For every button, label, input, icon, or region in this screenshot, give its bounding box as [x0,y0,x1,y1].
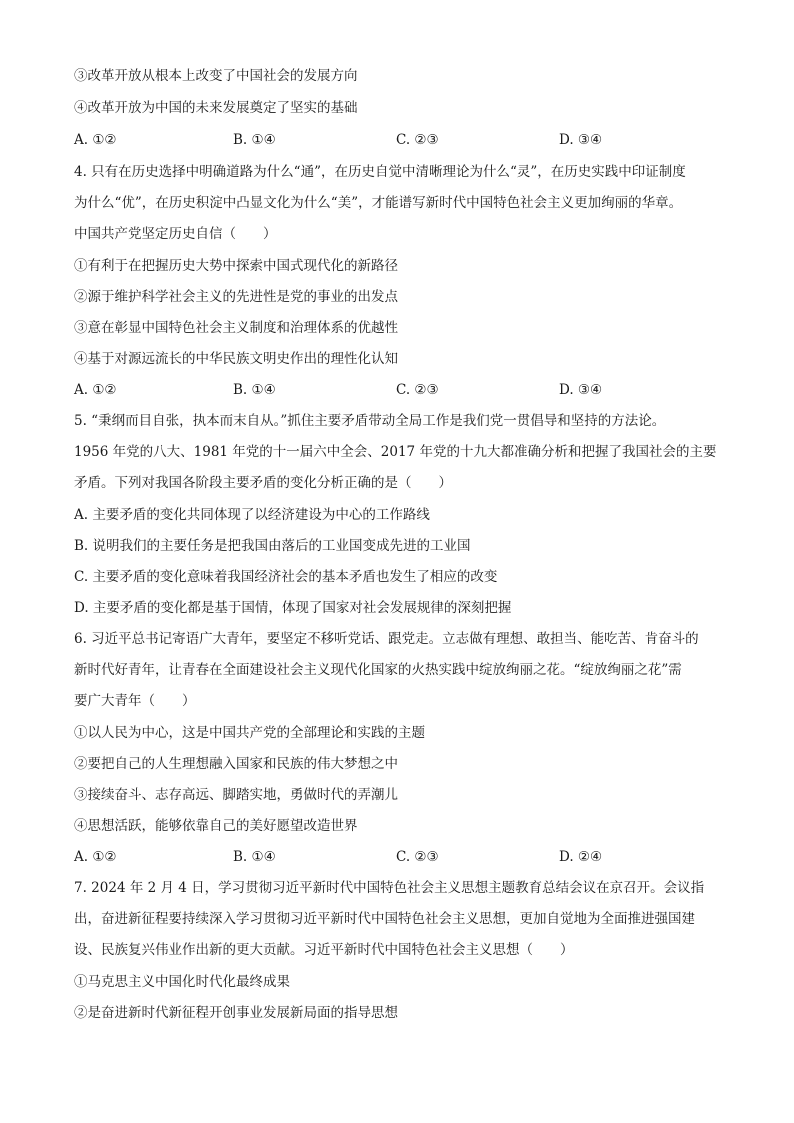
q3-statement-3: ③改革开放从根本上改变了中国社会的发展方向 [74,68,358,84]
q3-option-b[interactable]: B. ①④ [233,132,276,148]
q3-options [74,130,734,150]
q4-options [74,380,734,400]
q7-stem-line-3: 设、民族复兴伟业作出新的更大贡献。习近平新时代中国特色社会主义思想（ ） [74,942,574,958]
q3-option-c[interactable]: C. ②③ [396,132,439,148]
q5-stem-line-2: 1956 年党的八大、1981 年党的十一届六中全会、2017 年党的十九大都准确分析和把握了我国社会的主要 [74,444,717,460]
q4-statement-1: ①有利于在把握历史大势中探索中国式现代化的新路径 [74,258,398,274]
q5-option-a[interactable]: A. 主要矛盾的变化共同体现了以经济建设为中心的工作路线 [74,507,430,523]
q4-option-d[interactable]: D. ③④ [559,382,603,398]
q5-stem-line-1: 5. “秉纲而目自张，执本而末自从。”抓住主要矛盾带动全局工作是我们党一贯倡导和坚持的方法论。 [74,413,666,429]
q6-stem-line-1: 6. 习近平总书记寄语广大青年，要坚定不移听党话、跟党走。立志做有理想、敢担当、能吃苦、肯奋斗的 [74,631,699,647]
q4-statement-3: ③意在彰显中国特色社会主义制度和治理体系的优越性 [74,320,398,336]
q7-statement-1: ①马克思主义中国化时代化最终成果 [74,974,290,990]
q3-option-d[interactable]: D. ③④ [559,132,603,148]
q6-option-d[interactable]: D. ②④ [559,849,603,865]
q4-statement-4: ④基于对源远流长的中华民族文明史作出的理性化认知 [74,351,398,367]
q5-stem-line-3: 矛盾。下列对我国各阶段主要矛盾的变化分析正确的是（ ） [74,475,452,491]
q6-option-b[interactable]: B. ①④ [233,849,276,865]
q6-statement-4: ④思想活跃，能够依靠自己的美好愿望改造世界 [74,818,358,834]
q6-statement-2: ②要把自己的人生理想融入国家和民族的伟大梦想之中 [74,756,398,772]
q3-statement-4: ④改革开放为中国的未来发展奠定了坚实的基础 [74,100,358,116]
q6-options [74,847,734,867]
q6-option-c[interactable]: C. ②③ [396,849,439,865]
q4-option-a[interactable]: A. ①② [74,382,117,398]
q4-stem-line-2: 为什么“优”，在历史积淀中凸显文化为什么“美”，才能谱写新时代中国特色社会主义更加绚丽的华章。 [74,195,683,211]
q7-stem-line-1: 7. 2024 年 2 月 4 日，学习贯彻习近平新时代中国特色社会主义思想主题教育总结会议在京召开。会议指 [74,880,705,896]
q4-option-c[interactable]: C. ②③ [396,382,439,398]
q6-stem-line-3: 要广大青年（ ） [74,693,196,709]
q7-stem-line-2: 出，奋进新征程要持续深入学习贯彻习近平新时代中国特色社会主义思想，更加自觉地为全面推进强国建 [74,911,695,927]
q4-stem-line-3: 中国共产党坚定历史自信（ ） [74,226,277,242]
q3-option-a[interactable]: A. ①② [74,132,117,148]
q6-statement-3: ③接续奋斗、志存高远、脚踏实地，勇做时代的弄潮儿 [74,787,398,803]
q6-option-a[interactable]: A. ①② [74,849,117,865]
q7-statement-2: ②是奋进新时代新征程开创事业发展新局面的指导思想 [74,1005,398,1021]
q6-statement-1: ①以人民为中心，这是中国共产党的全部理论和实践的主题 [74,725,425,741]
q5-option-d[interactable]: D. 主要矛盾的变化都是基于国情，体现了国家对社会发展规律的深刻把握 [74,600,512,616]
q5-option-c[interactable]: C. 主要矛盾的变化意味着我国经济社会的基本矛盾也发生了相应的改变 [74,569,498,585]
q5-option-b[interactable]: B. 说明我们的主要任务是把我国由落后的工业国变成先进的工业国 [74,538,471,554]
q4-option-b[interactable]: B. ①④ [233,382,276,398]
q6-stem-line-2: 新时代好青年，让青春在全面建设社会主义现代化国家的火热实践中绽放绚丽之花。“绽放绚丽之花”需 [74,662,682,678]
q4-statement-2: ②源于维护科学社会主义的先进性是党的事业的出发点 [74,289,398,305]
q4-stem-line-1: 4. 只有在历史选择中明确道路为什么“通”，在历史自觉中清晰理论为什么“灵”，在历史实践中印证制度 [74,164,686,180]
